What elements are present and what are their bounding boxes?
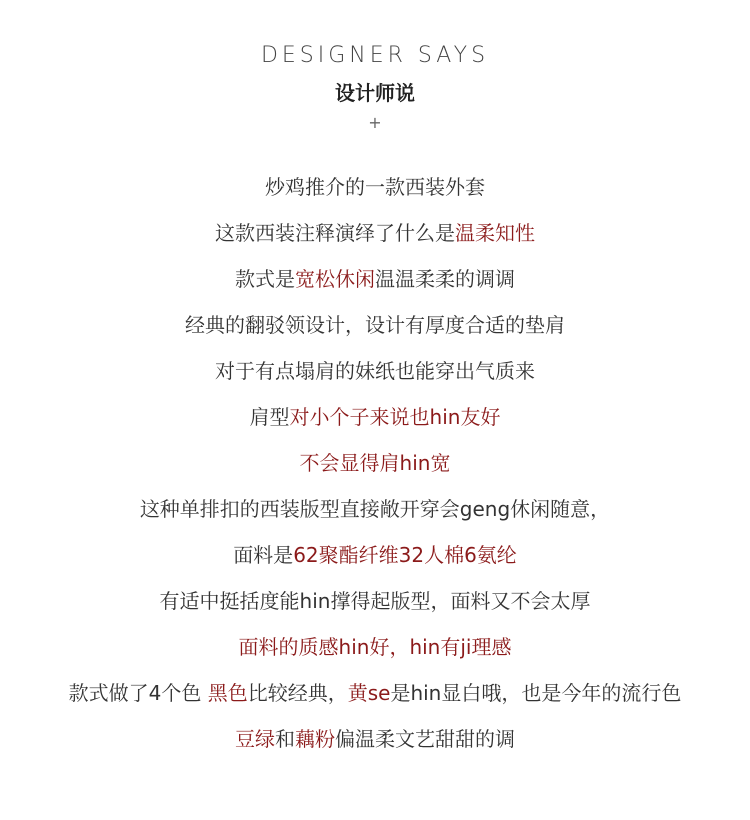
line-text: 比较经典，: [247, 681, 348, 705]
plus-divider-icon: +: [368, 113, 382, 132]
highlighted-text: 黑色: [207, 681, 248, 705]
highlighted-text: 面料的质感hin好，hin有ji理感: [238, 635, 512, 659]
line-text: 有适中挺括度能hin撑得起版型，面料又不会太厚: [159, 589, 591, 613]
line-text: 款式是: [235, 267, 295, 291]
line-text: 炒鸡推介的一款西装外套: [265, 175, 485, 199]
line-text: 和: [275, 727, 295, 751]
description-line: [0, 536, 750, 582]
line-text: 偏温柔文艺甜甜的调: [335, 727, 515, 751]
description-line: [0, 306, 750, 352]
line-text: 肩型: [249, 405, 290, 429]
line-text: 面料是: [233, 543, 294, 567]
line-text: 这种单排扣的西装版型直接敞开穿会geng休闲随意，: [139, 497, 611, 521]
description-line: [0, 168, 750, 214]
description-line: [0, 490, 750, 536]
highlighted-text: 藕粉: [295, 727, 335, 751]
header-title-cn: 设计师说: [335, 81, 415, 105]
line-text: 这款西装注释演绎了什么是: [215, 221, 455, 245]
description-line: [0, 582, 750, 628]
header-title-en: DESIGNER SAYS: [260, 43, 490, 68]
line-text: 是hin显白哦，也是今年的流行色: [390, 681, 682, 705]
highlighted-text: 宽松休闲: [295, 267, 375, 291]
description-line: [0, 260, 750, 306]
line-text: 温温柔柔的调调: [375, 267, 515, 291]
section-header: [0, 40, 750, 134]
description-line: [0, 214, 750, 260]
line-text: 对于有点塌肩的妹纸也能穿出气质来: [215, 359, 535, 383]
description-line: [0, 628, 750, 674]
highlighted-text: 黄se: [347, 681, 391, 705]
description-line: [0, 720, 750, 766]
highlighted-text: 不会显得肩hin宽: [299, 451, 451, 475]
description-line: [0, 352, 750, 398]
description-line: [0, 444, 750, 490]
highlighted-text: 豆绿: [235, 727, 275, 751]
highlighted-text: 温柔知性: [455, 221, 535, 245]
line-text: 经典的翻驳领设计，设计有厚度合适的垫肩: [185, 313, 565, 337]
description-line: [0, 398, 750, 444]
description-text: [0, 168, 750, 766]
highlighted-text: 62聚酯纤维32人棉6氨纶: [293, 543, 517, 567]
line-text: 款式做了4个色: [68, 681, 208, 705]
highlighted-text: 对小个子来说也hin友好: [289, 405, 501, 429]
description-line: [0, 674, 750, 720]
